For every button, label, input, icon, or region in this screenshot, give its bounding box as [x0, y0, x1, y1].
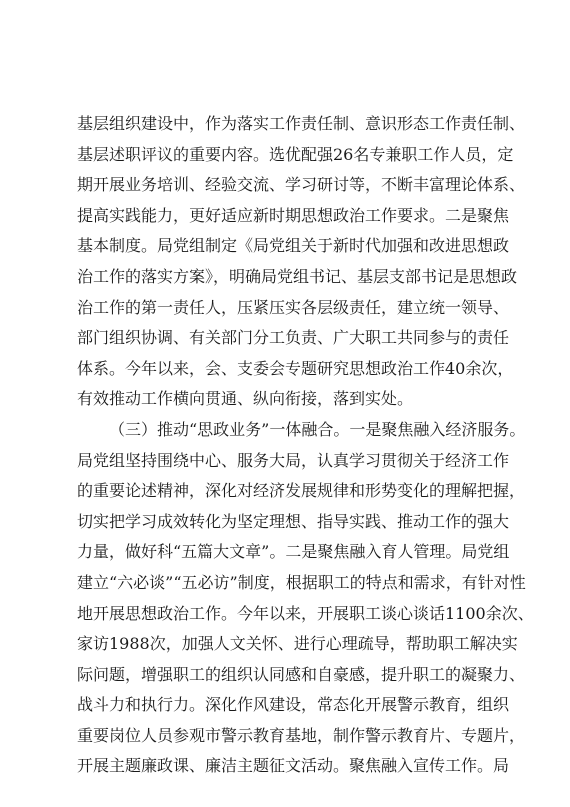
- text-line: 力量，做好科“五篇大文章”。二是聚焦融入育人管理。局党组: [77, 542, 510, 562]
- text-line: 基本制度。局党组制定《局党组关于新时代加强和改进思想政: [77, 236, 510, 256]
- text-line: 家访1988次，加强人文关怀、进行心理疏导，帮助职工解决实: [77, 634, 518, 654]
- text-line: 治工作的落实方案》，明确局党组书记、基层支部书记是思想政: [77, 266, 518, 286]
- text-line: 基层述职评议的重要内容。选优配强26名专兼职工作人员，定: [77, 144, 514, 164]
- text-line: 体系。今年以来，会、支委会专题研究思想政治工作40余次，: [77, 358, 514, 378]
- text-line: 部门组织协调、有关部门分工负责、广大职工共同参与的责任: [77, 328, 510, 348]
- text-line: 局党组坚持围绕中心、服务大局，认真学习贯彻关于经济工作: [77, 450, 510, 470]
- text-line: 治工作的第一责任人，压紧压实各层级责任，建立统一领导、: [77, 297, 510, 317]
- text-line: 建立“六必谈”“五必访”制度，根据职工的特点和需求，有针对性: [77, 572, 526, 592]
- text-line: 战斗力和执行力。深化作风建设，常态化开展警示教育，组织: [77, 695, 510, 715]
- text-line: 开展主题廉政课、廉洁主题征文活动。聚焦融入宣传工作。局: [77, 756, 510, 776]
- text-line: 重要岗位人员参观市警示教育基地，制作警示教育片、专题片，: [77, 725, 526, 745]
- document-body: [77, 109, 534, 782]
- section-heading-line: （三）推动“思政业务”一体融合。一是聚焦融入经济服务。: [109, 419, 526, 439]
- text-line: 有效推动工作横向贯通、纵向衔接，落到实处。: [77, 389, 414, 409]
- text-line: 基层组织建设中，作为落实工作责任制、意识形态工作责任制、: [77, 114, 526, 133]
- text-line: 期开展业务培训、经验交流、学习研讨等，不断丰富理论体系、: [77, 175, 526, 195]
- text-line: 地开展思想政治工作。今年以来，开展职工谈心谈话1100余次、: [77, 603, 534, 623]
- text-line: 际问题，增强职工的组织认同感和自豪感，提升职工的凝聚力、: [77, 664, 526, 684]
- text-line: 提高实践能力，更好适应新时期思想政治工作要求。二是聚焦: [77, 205, 510, 225]
- text-line: 切实把学习成效转化为坚定理想、指导实践、推动工作的强大: [77, 511, 510, 531]
- text-line: 的重要论述精神，深化对经济发展规律和形势变化的理解把握，: [77, 481, 526, 501]
